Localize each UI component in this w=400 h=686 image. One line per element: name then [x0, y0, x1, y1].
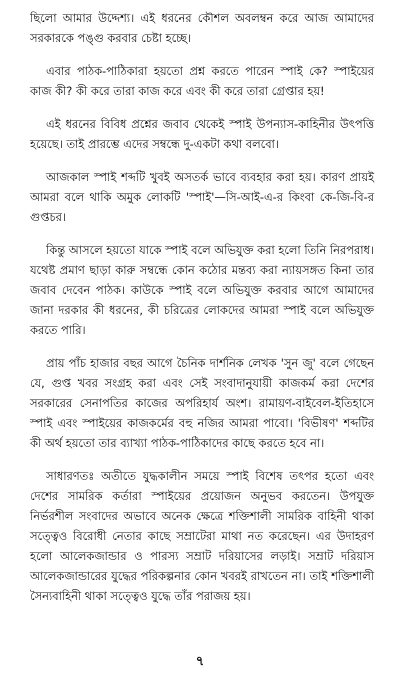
paragraph-4: আজকাল স্পাই শব্দটি খুবই অসতর্ক ভাবে ব্যবহার করা হয়। কারণ প্রায়ই আমরা বলে থাকি অমুক লোকটি 'স্পাই'—সি-আই-এ-র কিংবা কে-জি-বি-র গুপ্তচর। [30, 170, 374, 224]
page-number: ৭ [195, 654, 205, 669]
paragraph-5: কিন্তু আসলে হয়তো যাকে স্পাই বলে অভিযুক্ত করা হলো তিনি নিরপরাধ। যথেষ্ট প্রমাণ ছাড়া কারু সম্বন্ধে কোন কঠোর মন্তব্য করা ন্যায়সঙ্গত কিনা তার জবাব দেবেন পাঠক। কাউকে স্পাই বলে অভিযুক্ত করবার আগে আমাদের জানা দরকার কী ধরনের, কী চরিত্রের লোকদের আমরা স্পাই বলে অভিযুক্ত করতে পারি। [30, 243, 374, 337]
paragraph-2: এবার পাঠক-পাঠিকারা হয়তো প্রশ্ন করতে পারেন স্পাই কে? স্পাইয়ের কাজ কী? কী করে তারা কাজ করে এবং কী করে তারা গ্রেপ্তার হয়! [30, 64, 374, 98]
paragraph-3: এই ধরনের বিবিধ প্রশ্নের জবাব থেকেই স্পাই উপন্যাস-কাহিনীর উৎপত্তি হয়েছে। তাই প্রারম্ভে এদের সম্বন্ধে দু-একটা কথা বলবো। [30, 117, 374, 151]
paragraph-6: প্রায় পাঁচ হাজার বছর আগে চৈনিক দার্শনিক লেখক 'সুন জু' বলে গেছেন যে, গুপ্ত খবর সংগ্রহ করা এবং সেই সংবাদানুযায়ী কাজকর্ম করা দেশের সরকারের সেনাপতির কাজের অপরিহার্য অংশ। রামায়ণ-বাইবেল-ইতিহাসে স্পাই এবং স্পাইয়ের কাজকর্মের বহু নজির আমরা পাবো। 'বিভীষণ' শব্দটির কী অর্থ হয়তো তার ব্যাখ্যা পাঠক-পাঠিকাদের কাছে করতে হবে না। [30, 356, 374, 450]
paragraph-1: ছিলো আমার উদ্দেশ্য। এই ধরনের কৌশল অবলম্বন করে আজ আমাদের সরকারকে পঙ্গু করবার চেষ্টা হচ্ছে। [30, 11, 374, 45]
paragraph-7: সাধারণতঃ অতীতে যুদ্ধকালীন সময়ে স্পাই বিশেষ তৎপর হতো এবং দেশের সামরিক কর্তারা স্পাইয়ের প্রয়োজন অনুভব করতেন। উপযুক্ত নির্ভরশীল সংবাদের অভাবে অনেক ক্ষেত্রে শক্তিশালী সামরিক বাহিনী থাকা সত্ত্বেও বিরোধী নেতার কাছে সম্রাটেরা মাথা নত করেছেন। এর উদাহরণ হলো আলেকজান্ডার ও পারস্য সম্রাট দরিয়াসের লড়াই। সম্রাট দরিয়াস আলেকজান্ডারের যুদ্ধের পরিকল্পনার কোন খবরই রাখতেন না। তাই শক্তিশালী সৈন্যবাহিনী থাকা সত্ত্বেও যুদ্ধে তাঁর পরাজয় হয়। [30, 469, 374, 603]
page-body-text [30, 8, 374, 619]
